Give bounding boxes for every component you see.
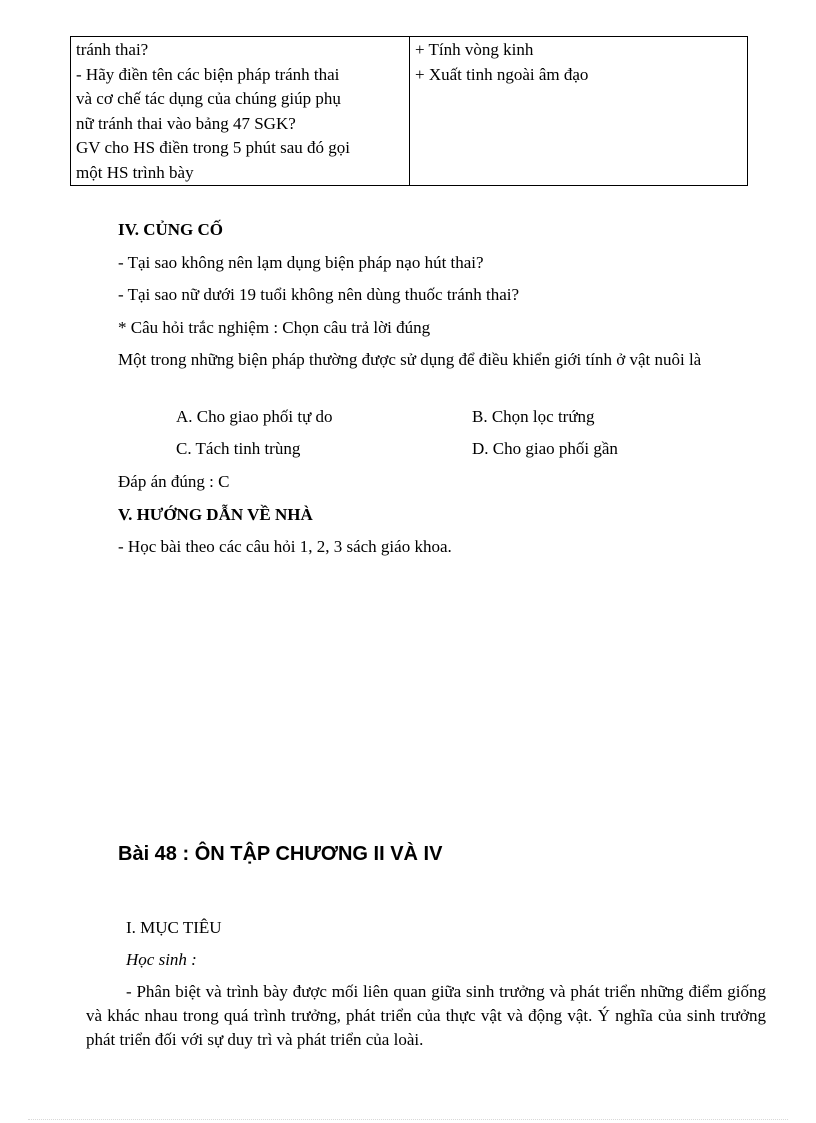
objectives-paragraph: - Phân biệt và trình bày được mối liên quan giữa sinh trưởng và phát triển những điểm giống và khác nhau trong quá trình trưởng, phát triển của thực vật và động vật. Ý nghĩa của sinh trưởng phát triển đối với sự duy trì và phát triển của loài.: [86, 982, 766, 1049]
table-line: một HS trình bày: [76, 162, 194, 182]
question-1: - Tại sao không nên lạm dụng biện pháp nạo hút thai?: [118, 253, 484, 272]
answer: Đáp án đúng : C: [118, 472, 230, 491]
option-b: B. Chọn lọc trứng: [472, 407, 595, 426]
table-line: GV cho HS điền trong 5 phút sau đó gọi: [76, 138, 351, 157]
mcq-question: Một trong những biện pháp thường được sử dụng để điều khiển giới tính ở vật nuôi là: [118, 350, 702, 369]
table-line: và cơ chế tác dụng của chúng giúp phụ: [76, 89, 341, 108]
lesson-table: [70, 36, 748, 186]
table-cell-right: [410, 37, 748, 186]
table-cell-left: [71, 37, 410, 186]
option-a: A. Cho giao phối tự do: [176, 407, 333, 426]
option-d: D. Cho giao phối gần: [472, 439, 618, 458]
question-2: - Tại sao nữ dưới 19 tuổi không nên dùng thuốc tránh thai?: [118, 285, 520, 304]
lesson-title: Bài 48 : ÔN TẬP CHƯƠNG II VÀ IV: [118, 843, 443, 865]
table-line: + Tính vòng kinh: [415, 40, 534, 59]
homework-item: - Học bài theo các câu hỏi 1, 2, 3 sách giáo khoa.: [118, 537, 452, 556]
table-line: nữ tránh thai vào bảng 47 SGK?: [76, 113, 296, 133]
section-v-heading: V. HƯỚNG DẪN VỀ NHÀ: [118, 505, 313, 524]
table-line: tránh thai?: [76, 40, 149, 59]
table-row: [71, 37, 748, 186]
students-label: Học sinh :: [126, 950, 197, 969]
table-line: - Hãy điền tên các biện pháp tránh thai: [76, 64, 340, 84]
table-line: + Xuất tinh ngoài âm đạo: [415, 64, 589, 84]
objectives-heading: I. MỤC TIÊU: [126, 918, 222, 937]
page-bottom-border: [28, 1119, 788, 1120]
option-c: C. Tách tinh trùng: [176, 439, 301, 458]
section-iv-heading: IV. CỦNG CỐ: [118, 220, 224, 239]
mcq-intro: * Câu hỏi trắc nghiệm : Chọn câu trả lời đúng: [118, 318, 431, 337]
